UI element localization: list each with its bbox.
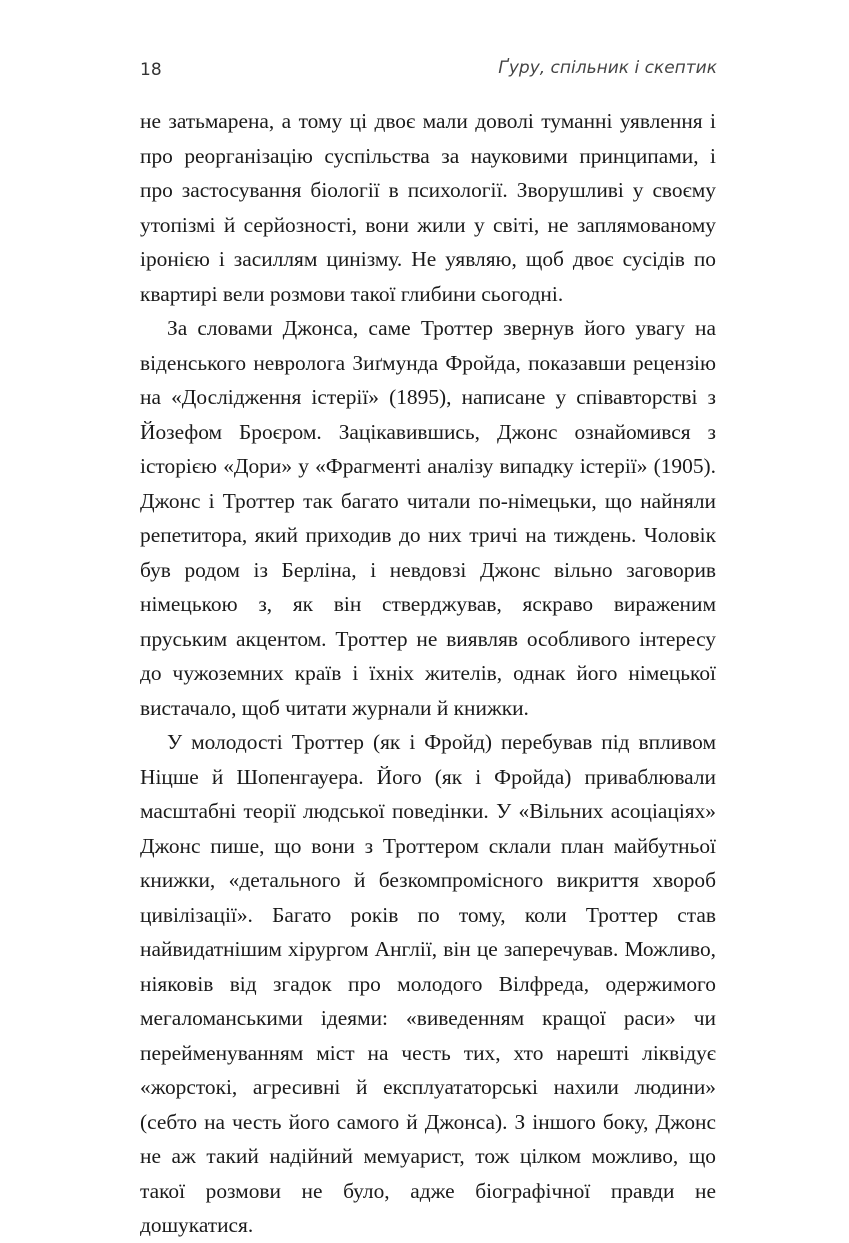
- body-text: [140, 104, 716, 1243]
- paragraph: У молодості Троттер (як і Фройд) перебував під впливом Ніцше й Шопенгауера. Його (як і Фройда) приваблювали масштабні теорії людської поведінки. У «Вільних асоціаціях» Джонс пише, що вони з Троттером склали план майбутньої книжки, «детального й безкомпромісного викриття хвороб цивілізації». Багато років по тому, коли Троттер став найвидатнішим хірургом Англії, він це заперечував. Можливо, ніяковів від згадок про молодого Вілфреда, одержимого мегаломанськими ідеями: «виведенням кращої раси» чи перейменуванням міст на честь тих, хто нарешті ліквідує «жорстокі, агресивні й експлуататорські нахили людини» (себто на честь його самого й Джонса). З іншого боку, Джонс не аж такий надійний мемуарист, тож цілком можливо, що такої розмови не було, адже біографічної правди не дошукатися.: [140, 730, 716, 1237]
- page-number: 18: [140, 60, 162, 80]
- paragraph: За словами Джонса, саме Троттер звернув його увагу на віденського невролога Зиґмунда Фройда, показавши рецензію на «Дослідження істерії» (1895), написане у співавторстві з Йозефом Броєром. Зацікавившись, Джонс ознайомився з історією «Дори» у «Фрагменті аналізу випадку істерії» (1905). Джонс і Троттер так багато читали по-німецьки, що найняли репетитора, який приходив до них тричі на тиждень. Чоловік був родом із Берліна, і невдовзі Джонс вільно заговорив німецькою з, як він стверджував, яскраво вираженим пруським акцентом. Троттер не виявляв особливого інтересу до чужоземних країв і їхніх жителів, однак його німецької вистачало, щоб читати журнали й книжки.: [140, 316, 716, 720]
- running-title: Ґуру, спільник і скептик: [498, 58, 717, 78]
- paragraph-continued: не затьмарена, а тому ці двоє мали доволі туманні уявлення і про реорганізацію суспільства за науковими принципами, і про застосування біології в психології. Зворушливі у своєму утопізмі й серйозності, вони жили у світі, не заплямованому іронією і засиллям цинізму. Не уявляю, щоб двоє сусідів по квартирі вели розмови такої глибини сьогодні.: [140, 109, 716, 306]
